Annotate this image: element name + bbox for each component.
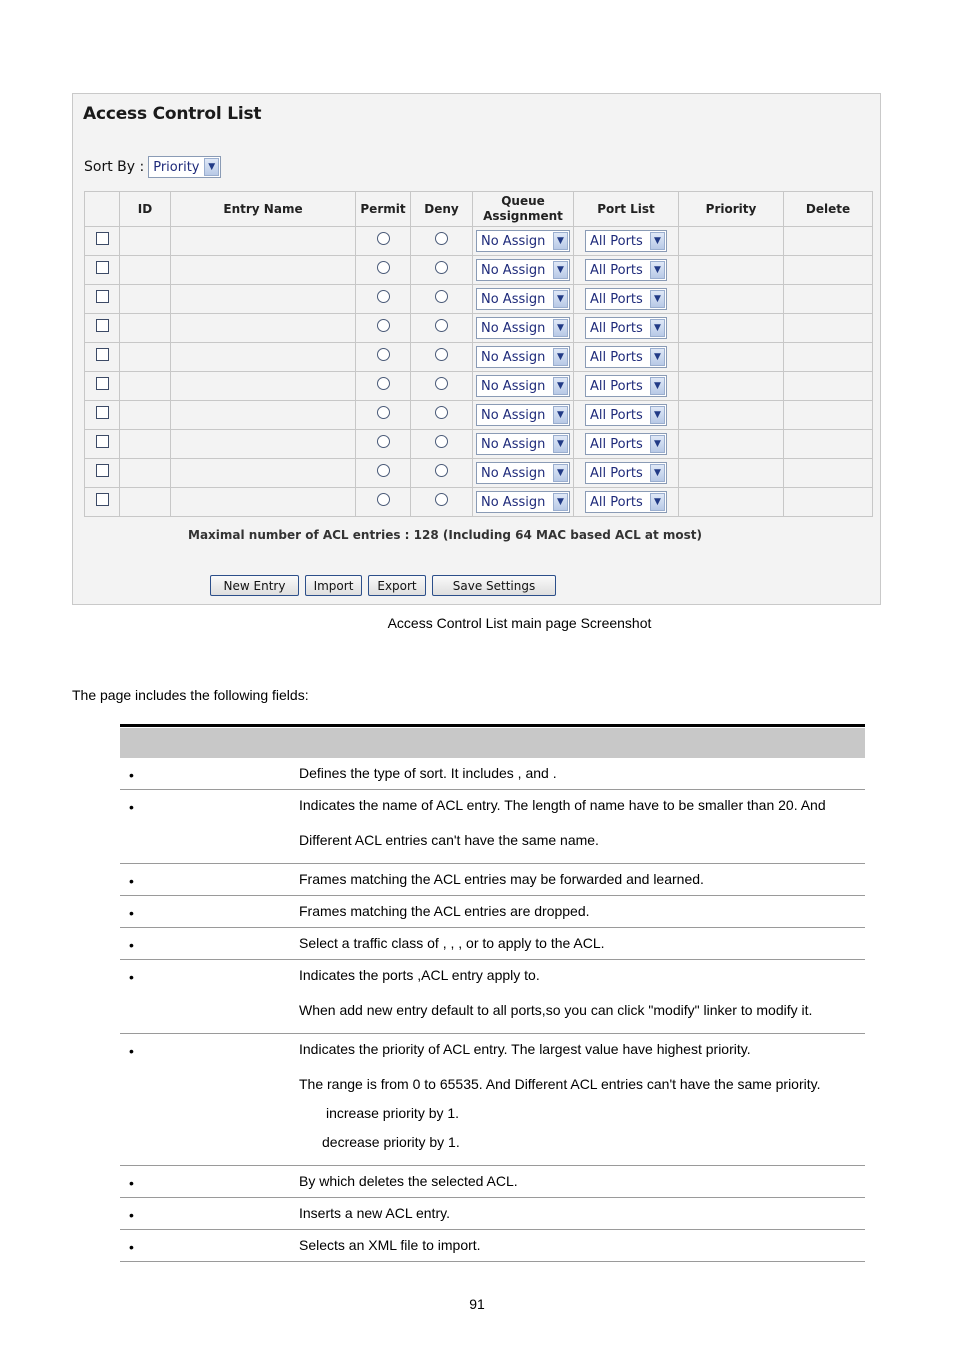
port-list-cell <box>574 488 679 517</box>
export-button[interactable]: Export <box>368 575 426 596</box>
field-row <box>120 1034 865 1166</box>
chevron-down-icon: ▼ <box>553 377 568 395</box>
id-cell <box>120 488 171 517</box>
description-line: Defines the type of sort. It includes , and . <box>299 765 557 781</box>
sort-by-value: Priority <box>153 159 200 175</box>
field-description <box>299 928 865 959</box>
sort-by-label: Sort By : <box>84 159 145 175</box>
permit-radio[interactable] <box>377 406 390 419</box>
permit-radio[interactable] <box>377 319 390 332</box>
permit-radio[interactable] <box>377 261 390 274</box>
sort-by-select[interactable] <box>148 156 221 178</box>
port-list-value: All Ports <box>590 349 643 365</box>
col-port-list: Port List <box>574 192 679 227</box>
field-row <box>120 790 865 864</box>
description-line: Indicates the priority of ACL entry. The largest value have highest priority. <box>299 1041 751 1057</box>
deny-radio[interactable] <box>435 232 448 245</box>
field-description <box>299 896 865 927</box>
port-list-select[interactable] <box>585 259 667 281</box>
queue-assignment-select[interactable] <box>476 230 570 252</box>
delete-cell <box>784 256 873 285</box>
figure-caption: Access Control List main page Screenshot <box>387 615 652 631</box>
id-cell <box>120 401 171 430</box>
bullet-icon: • <box>129 1175 134 1191</box>
chevron-down-icon: ▼ <box>650 377 665 395</box>
table-row <box>85 372 873 401</box>
queue-assignment-select[interactable] <box>476 346 570 368</box>
delete-cell <box>784 343 873 372</box>
chevron-down-icon: ▼ <box>553 261 568 279</box>
new-entry-button[interactable]: New Entry <box>210 575 299 596</box>
id-cell <box>120 227 171 256</box>
save-settings-button[interactable]: Save Settings <box>432 575 556 596</box>
permit-cell <box>356 430 411 459</box>
chevron-down-icon: ▼ <box>553 290 568 308</box>
row-select-cell <box>85 256 120 285</box>
chevron-down-icon: ▼ <box>650 261 665 279</box>
field-row <box>120 960 865 1034</box>
queue-cell <box>473 430 574 459</box>
port-list-value: All Ports <box>590 320 643 336</box>
row-select-cell <box>85 343 120 372</box>
button-row <box>210 575 556 596</box>
acl-title: Access Control List <box>83 104 262 124</box>
id-cell <box>120 459 171 488</box>
row-select-cell <box>85 430 120 459</box>
chevron-down-icon: ▼ <box>650 232 665 250</box>
field-row <box>120 1230 865 1262</box>
row-checkbox[interactable] <box>96 232 109 245</box>
col-id: ID <box>120 192 171 227</box>
port-list-select[interactable] <box>585 375 667 397</box>
description-line: Frames matching the ACL entries are dropped. <box>299 903 590 919</box>
col-queue-assignment: Queue Assignment <box>473 192 574 227</box>
deny-radio[interactable] <box>435 290 448 303</box>
chevron-down-icon: ▼ <box>553 493 568 511</box>
description-line: Inserts a new ACL entry. <box>299 1205 450 1221</box>
queue-cell <box>473 343 574 372</box>
port-list-value: All Ports <box>590 407 643 423</box>
field-description <box>299 758 865 789</box>
port-list-cell <box>574 314 679 343</box>
permit-cell <box>356 459 411 488</box>
entry-name-cell <box>171 488 356 517</box>
queue-assignment-select[interactable] <box>476 317 570 339</box>
acl-table-body <box>85 227 873 517</box>
priority-cell <box>679 343 784 372</box>
description-line: Select a traffic class of , , , or to apply to the ACL. <box>299 935 605 951</box>
table-row <box>85 314 873 343</box>
queue-cell <box>473 372 574 401</box>
port-list-cell <box>574 256 679 285</box>
row-checkbox[interactable] <box>96 319 109 332</box>
deny-radio[interactable] <box>435 435 448 448</box>
permit-radio[interactable] <box>377 464 390 477</box>
queue-value: No Assign <box>481 320 546 336</box>
bullet-icon: • <box>129 799 134 815</box>
deny-cell <box>411 401 473 430</box>
field-description <box>299 1198 865 1229</box>
permit-radio[interactable] <box>377 232 390 245</box>
description-line: Indicates the ports ,ACL entry apply to. <box>299 967 540 983</box>
entry-name-cell <box>171 430 356 459</box>
port-list-value: All Ports <box>590 378 643 394</box>
col-priority: Priority <box>679 192 784 227</box>
port-list-value: All Ports <box>590 262 643 278</box>
field-row <box>120 928 865 960</box>
row-select-cell <box>85 459 120 488</box>
chevron-down-icon: ▼ <box>650 319 665 337</box>
delete-cell <box>784 285 873 314</box>
priority-cell <box>679 459 784 488</box>
chevron-down-icon: ▼ <box>553 348 568 366</box>
priority-cell <box>679 372 784 401</box>
queue-assignment-select[interactable] <box>476 288 570 310</box>
permit-cell <box>356 227 411 256</box>
port-list-cell <box>574 401 679 430</box>
col-select <box>85 192 120 227</box>
row-checkbox[interactable] <box>96 290 109 303</box>
port-list-select[interactable] <box>585 462 667 484</box>
queue-assignment-select[interactable] <box>476 404 570 426</box>
row-checkbox[interactable] <box>96 261 109 274</box>
description-line: By which deletes the selected ACL. <box>299 1173 518 1189</box>
queue-assignment-select[interactable] <box>476 433 570 455</box>
bullet-icon: • <box>129 1239 134 1255</box>
port-list-select[interactable] <box>585 346 667 368</box>
priority-cell <box>679 256 784 285</box>
bullet-icon: • <box>129 905 134 921</box>
port-list-select[interactable] <box>585 230 667 252</box>
row-select-cell <box>85 372 120 401</box>
bullet-icon: • <box>129 873 134 889</box>
delete-cell <box>784 372 873 401</box>
port-list-value: All Ports <box>590 465 643 481</box>
max-entries-note: Maximal number of ACL entries : 128 (Including 64 MAC based ACL at most) <box>188 528 703 542</box>
col-deny: Deny <box>411 192 473 227</box>
queue-value: No Assign <box>481 494 546 510</box>
deny-cell <box>411 459 473 488</box>
queue-assignment-select[interactable] <box>476 375 570 397</box>
chevron-down-icon: ▼ <box>650 493 665 511</box>
bullet-icon: • <box>129 1043 134 1059</box>
entry-name-cell <box>171 285 356 314</box>
id-cell <box>120 256 171 285</box>
description-line: The range is from 0 to 65535. And Different ACL entries can't have the same priority. <box>299 1076 821 1092</box>
queue-cell <box>473 401 574 430</box>
description-line: Selects an XML file to import. <box>299 1237 481 1253</box>
entry-name-cell <box>171 459 356 488</box>
table-row <box>85 256 873 285</box>
port-list-select[interactable] <box>585 317 667 339</box>
port-list-cell <box>574 227 679 256</box>
row-select-cell <box>85 227 120 256</box>
description-line: When add new entry default to all ports,so you can click "modify" linker to modify it. <box>299 1002 813 1018</box>
queue-value: No Assign <box>481 291 546 307</box>
permit-radio[interactable] <box>377 348 390 361</box>
fields-table-body <box>120 758 865 1262</box>
permit-radio[interactable] <box>377 493 390 506</box>
id-cell <box>120 372 171 401</box>
deny-cell <box>411 488 473 517</box>
port-list-select[interactable] <box>585 433 667 455</box>
table-row <box>85 285 873 314</box>
table-row <box>85 401 873 430</box>
queue-cell <box>473 314 574 343</box>
priority-cell <box>679 401 784 430</box>
deny-cell <box>411 227 473 256</box>
table-header-row <box>85 192 873 227</box>
queue-cell <box>473 285 574 314</box>
acl-table <box>84 191 873 517</box>
permit-radio[interactable] <box>377 290 390 303</box>
permit-cell <box>356 488 411 517</box>
table-row <box>85 488 873 517</box>
chevron-down-icon: ▼ <box>650 435 665 453</box>
row-checkbox[interactable] <box>96 493 109 506</box>
table-row <box>85 430 873 459</box>
field-description <box>299 864 865 895</box>
table-row <box>85 459 873 488</box>
chevron-down-icon: ▼ <box>204 158 219 176</box>
id-cell <box>120 430 171 459</box>
row-checkbox[interactable] <box>96 406 109 419</box>
queue-cell <box>473 459 574 488</box>
permit-cell <box>356 343 411 372</box>
row-checkbox[interactable] <box>96 377 109 390</box>
deny-radio[interactable] <box>435 348 448 361</box>
deny-radio[interactable] <box>435 261 448 274</box>
permit-cell <box>356 372 411 401</box>
col-delete: Delete <box>784 192 873 227</box>
port-list-value: All Ports <box>590 233 643 249</box>
field-description <box>299 790 865 863</box>
queue-assignment-select[interactable] <box>476 462 570 484</box>
deny-radio[interactable] <box>435 377 448 390</box>
permit-cell <box>356 256 411 285</box>
table-row <box>85 343 873 372</box>
priority-cell <box>679 314 784 343</box>
priority-cell <box>679 488 784 517</box>
permit-cell <box>356 285 411 314</box>
port-list-cell <box>574 459 679 488</box>
bullet-icon: • <box>129 767 134 783</box>
deny-radio[interactable] <box>435 464 448 477</box>
field-row <box>120 1166 865 1198</box>
deny-cell <box>411 285 473 314</box>
queue-value: No Assign <box>481 407 546 423</box>
intro-text: The page includes the following fields: <box>72 687 309 703</box>
bullet-icon: • <box>129 1207 134 1223</box>
row-checkbox[interactable] <box>96 348 109 361</box>
fields-table <box>120 724 865 1262</box>
deny-cell <box>411 314 473 343</box>
queue-cell <box>473 488 574 517</box>
queue-assignment-select[interactable] <box>476 259 570 281</box>
delete-cell <box>784 488 873 517</box>
port-list-value: All Ports <box>590 291 643 307</box>
field-description <box>299 960 865 1033</box>
deny-radio[interactable] <box>435 319 448 332</box>
permit-cell <box>356 401 411 430</box>
chevron-down-icon: ▼ <box>553 464 568 482</box>
delete-cell <box>784 401 873 430</box>
queue-value: No Assign <box>481 349 546 365</box>
deny-cell <box>411 372 473 401</box>
description-line: increase priority by 1. <box>326 1105 460 1121</box>
queue-value: No Assign <box>481 436 546 452</box>
chevron-down-icon: ▼ <box>650 290 665 308</box>
port-list-cell <box>574 430 679 459</box>
port-list-cell <box>574 372 679 401</box>
delete-cell <box>784 459 873 488</box>
queue-value: No Assign <box>481 233 546 249</box>
queue-cell <box>473 256 574 285</box>
queue-value: No Assign <box>481 465 546 481</box>
delete-cell <box>784 314 873 343</box>
port-list-value: All Ports <box>590 494 643 510</box>
row-select-cell <box>85 488 120 517</box>
sort-by-control <box>84 156 221 178</box>
queue-assignment-select[interactable] <box>476 491 570 513</box>
col-entry-name: Entry Name <box>171 192 356 227</box>
field-description <box>299 1034 865 1165</box>
description-line: Indicates the name of ACL entry. The length of name have to be smaller than 20. And <box>299 797 826 813</box>
description-line: Frames matching the ACL entries may be forwarded and learned. <box>299 871 704 887</box>
port-list-cell <box>574 343 679 372</box>
field-row <box>120 1198 865 1230</box>
import-button[interactable]: Import <box>305 575 362 596</box>
queue-cell <box>473 227 574 256</box>
chevron-down-icon: ▼ <box>553 319 568 337</box>
port-list-select[interactable] <box>585 288 667 310</box>
id-cell <box>120 314 171 343</box>
queue-value: No Assign <box>481 378 546 394</box>
description-line: decrease priority by 1. <box>322 1134 460 1150</box>
page-number: 91 <box>469 1296 485 1312</box>
port-list-select[interactable] <box>585 404 667 426</box>
entry-name-cell <box>171 314 356 343</box>
deny-cell <box>411 343 473 372</box>
field-row <box>120 864 865 896</box>
acl-screenshot-panel <box>72 93 881 605</box>
permit-radio[interactable] <box>377 435 390 448</box>
permit-cell <box>356 314 411 343</box>
queue-value: No Assign <box>481 262 546 278</box>
field-description <box>299 1166 865 1197</box>
field-row <box>120 896 865 928</box>
bullet-icon: • <box>129 969 134 985</box>
chevron-down-icon: ▼ <box>650 348 665 366</box>
deny-cell <box>411 430 473 459</box>
row-select-cell <box>85 314 120 343</box>
priority-cell <box>679 430 784 459</box>
field-row <box>120 758 865 790</box>
delete-cell <box>784 430 873 459</box>
port-list-value: All Ports <box>590 436 643 452</box>
bullet-icon: • <box>129 937 134 953</box>
chevron-down-icon: ▼ <box>553 435 568 453</box>
deny-radio[interactable] <box>435 406 448 419</box>
entry-name-cell <box>171 372 356 401</box>
entry-name-cell <box>171 256 356 285</box>
chevron-down-icon: ▼ <box>553 232 568 250</box>
table-row <box>85 227 873 256</box>
description-line: Different ACL entries can't have the same name. <box>299 832 599 848</box>
chevron-down-icon: ▼ <box>650 464 665 482</box>
port-list-select[interactable] <box>585 491 667 513</box>
entry-name-cell <box>171 343 356 372</box>
priority-cell <box>679 227 784 256</box>
row-select-cell <box>85 285 120 314</box>
row-checkbox[interactable] <box>96 435 109 448</box>
chevron-down-icon: ▼ <box>650 406 665 424</box>
deny-cell <box>411 256 473 285</box>
id-cell <box>120 343 171 372</box>
deny-radio[interactable] <box>435 493 448 506</box>
entry-name-cell <box>171 401 356 430</box>
row-checkbox[interactable] <box>96 464 109 477</box>
entry-name-cell <box>171 227 356 256</box>
chevron-down-icon: ▼ <box>553 406 568 424</box>
delete-cell <box>784 227 873 256</box>
port-list-cell <box>574 285 679 314</box>
field-description <box>299 1230 865 1261</box>
row-select-cell <box>85 401 120 430</box>
id-cell <box>120 285 171 314</box>
priority-cell <box>679 285 784 314</box>
permit-radio[interactable] <box>377 377 390 390</box>
col-permit: Permit <box>356 192 411 227</box>
fields-table-header <box>120 727 865 758</box>
